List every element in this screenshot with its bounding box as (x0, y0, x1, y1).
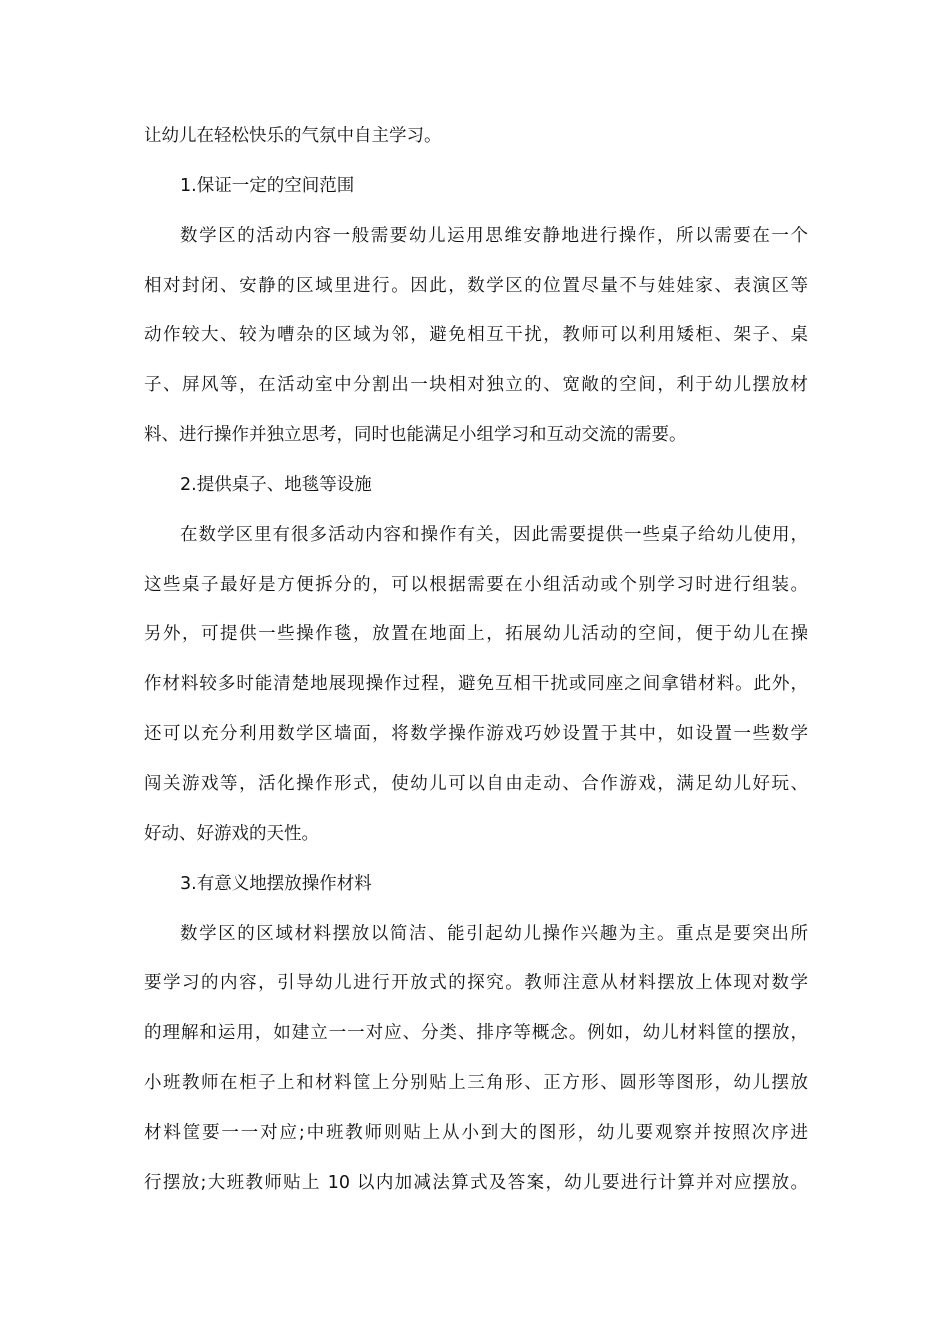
text-line: 还可以充分利用数学区墙面，将数学操作游戏巧妙设置于其中，如设置一些数学 (144, 724, 808, 745)
text-line: 在数学区里有很多活动内容和操作有关，因此需要提供一些桌子给幼儿使用， (180, 524, 808, 545)
text-line: 数学区的区域材料摆放以简洁、能引起幼儿操作兴趣为主。重点是要突出所 (180, 923, 808, 944)
document-body (144, 112, 808, 1209)
text-line: 行摆放;大班教师贴上 10 以内加减法算式及答案，幼儿要进行计算并对应摆放。 (144, 1172, 808, 1193)
text-line: 的理解和运用，如建立一一对应、分类、排序等概念。例如，幼儿材料筐的摆放， (144, 1023, 808, 1044)
text-line: 相对封闭、安静的区域里进行。因此，数学区的位置尽量不与娃娃家、表演区等 (144, 275, 808, 296)
text-line: 料、进行操作并独立思考，同时也能满足小组学习和互动交流的需要。 (144, 425, 687, 446)
text-line: 让幼儿在轻松快乐的气氛中自主学习。 (144, 126, 442, 146)
text-line: 数学区的活动内容一般需要幼儿运用思维安静地进行操作，所以需要在一个 (180, 225, 808, 246)
text-line: 闯关游戏等，活化操作形式，使幼儿可以自由走动、合作游戏，满足幼儿好玩、 (144, 773, 808, 794)
section-heading-3: 3.有意义地摆放操作材料 (180, 873, 372, 894)
text-line: 好动、好游戏的天性。 (144, 823, 319, 844)
text-line: 材料筐要一一对应;中班教师则贴上从小到大的图形，幼儿要观察并按照次序进 (144, 1122, 808, 1143)
text-line: 作材料较多时能清楚地展现操作过程，避免互相干扰或同座之间拿错材料。此外， (144, 674, 808, 695)
text-line: 要学习的内容，引导幼儿进行开放式的探究。教师注意从材料摆放上体现对数学 (144, 973, 808, 994)
text-line: 这些桌子最好是方便拆分的，可以根据需要在小组活动或个别学习时进行组装。 (144, 574, 808, 595)
text-line: 子、屏风等，在活动室中分割出一块相对独立的、宽敞的空间，利于幼儿摆放材 (144, 375, 808, 396)
text-line: 另外，可提供一些操作毯，放置在地面上，拓展幼儿活动的空间，便于幼儿在操 (144, 624, 808, 645)
text-line: 动作较大、较为嘈杂的区域为邻，避免相互干扰，教师可以利用矮柜、架子、桌 (144, 325, 808, 346)
text-line: 小班教师在柜子上和材料筐上分别贴上三角形、正方形、圆形等图形，幼儿摆放 (144, 1073, 808, 1094)
section-heading-1: 1.保证一定的空间范围 (180, 175, 355, 196)
section-heading-2: 2.提供桌子、地毯等设施 (180, 474, 372, 495)
